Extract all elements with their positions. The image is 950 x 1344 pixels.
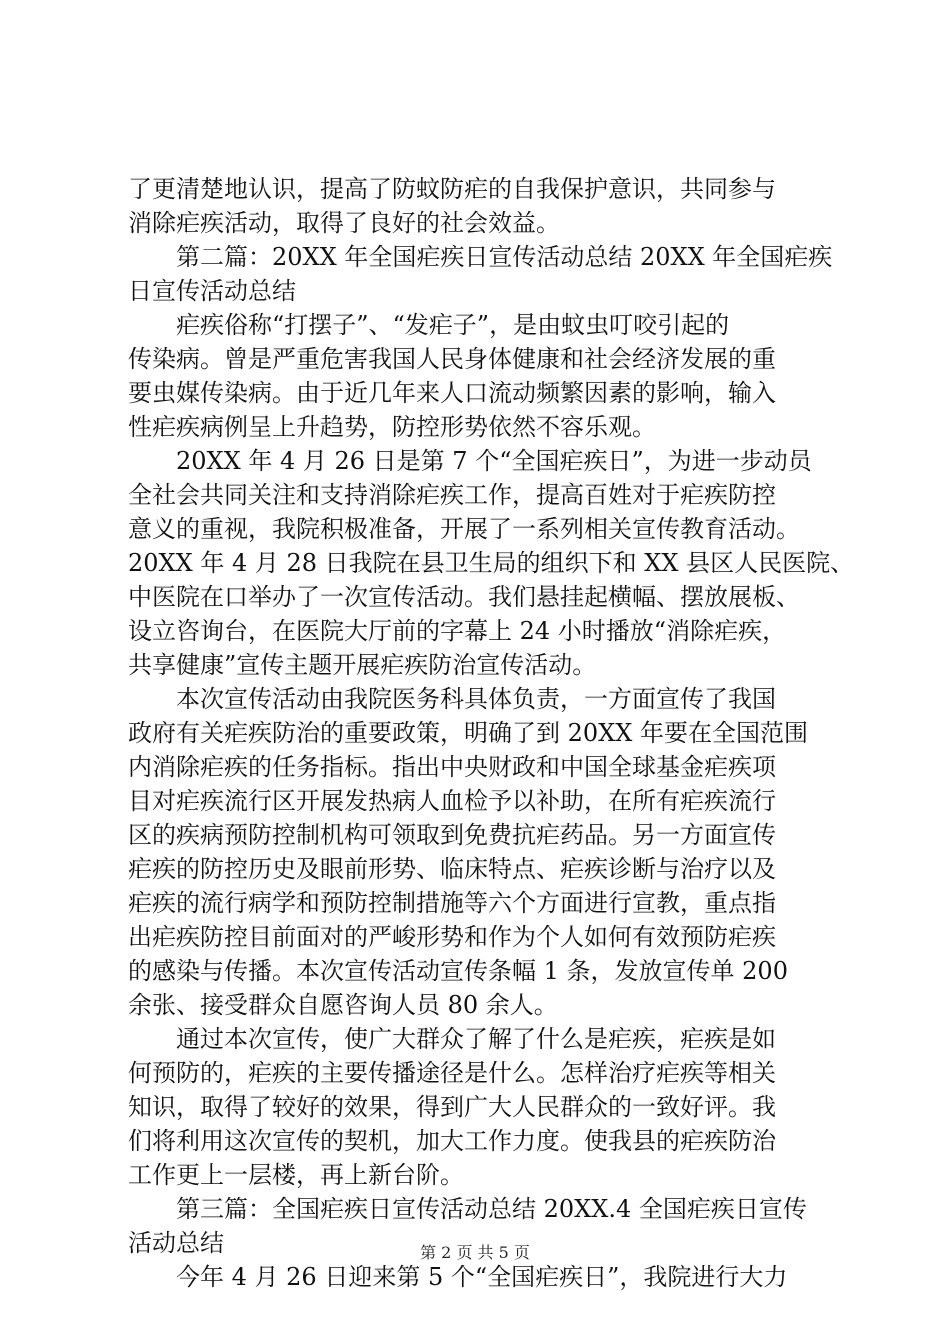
paragraph-start-line: 今年 4 月 26 日迎来第 5 个“全国疟疾日”，我院进行大力: [176, 1263, 788, 1291]
text-line: 区的疾病预防控制机构可领取到免费抗疟药品。另一方面宣传: [128, 821, 776, 849]
text-line: 意义的重视，我院积极准备，开展了一系列相关宣传教育活动。: [128, 515, 800, 543]
text-line: 消除疟疾活动，取得了良好的社会效益。: [128, 209, 560, 237]
text-line: 工作更上一层楼，再上新台阶。: [128, 1161, 464, 1189]
text-line: 内消除疟疾的任务指标。指出中央财政和中国全球基金疟疾项: [128, 753, 776, 781]
text-line: 余张、接受群众自愿咨询人员 80 余人。: [128, 991, 558, 1019]
paragraph-start-line: 本次宣传活动由我院医务科具体负责，一方面宣传了我国: [176, 685, 776, 713]
text-line: 们将利用这次宣传的契机，加大工作力度。使我县的疟疾防治: [128, 1127, 776, 1155]
text-line: 20XX 年 4 月 28 日我院在县卫生局的组织下和 XX 县区人民医院、: [128, 549, 855, 577]
page-number-footer: 第 2 页 共 5 页: [420, 1243, 530, 1262]
text-line: 知识，取得了较好的效果，得到广大人民群众的一致好评。我: [128, 1093, 776, 1121]
text-line: 中医院在口举办了一次宣传活动。我们悬挂起横幅、摆放展板、: [128, 583, 800, 611]
text-line: 全社会共同关注和支持消除疟疾工作，提高百姓对于疟疾防控: [128, 481, 776, 509]
text-line: 出疟疾防控目前面对的严峻形势和作为个人如何有效预防疟疾: [128, 923, 776, 951]
text-line: 性疟疾病例呈上升趋势，防控形势依然不容乐观。: [128, 413, 656, 441]
text-line: 疟疾的防控历史及眼前形势、临床特点、疟疾诊断与治疗以及: [128, 855, 776, 883]
section-heading-line: 活动总结: [128, 1229, 224, 1257]
text-line: 疟疾的流行病学和预防控制措施等六个方面进行宣教，重点指: [128, 889, 776, 917]
text-line: 何预防的，疟疾的主要传播途径是什么。怎样治疗疟疾等相关: [128, 1059, 776, 1087]
paragraph-start-line: 通过本次宣传，使广大群众了解了什么是疟疾，疟疾是如: [176, 1025, 776, 1053]
paragraph-start-line: 20XX 年 4 月 26 日是第 7 个“全国疟疾日”，为进一步动员: [176, 447, 812, 475]
text-line: 共享健康”宣传主题开展疟疾防治宣传活动。: [128, 651, 597, 679]
document-body: [128, 172, 855, 1294]
section-heading-line: 日宣传活动总结: [128, 277, 296, 305]
text-line: 要虫媒传染病。由于近几年来人口流动频繁因素的影响，输入: [128, 379, 776, 407]
text-line: 政府有关疟疾防治的重要政策，明确了到 20XX 年要在全国范围: [128, 719, 808, 747]
paragraph-start-line: 疟疾俗称“打摆子”、“发疟子”，是由蚊虫叮咬引起的: [176, 311, 730, 339]
section-heading-line: 第二篇：20XX 年全国疟疾日宣传活动总结 20XX 年全国疟疾: [176, 243, 833, 271]
text-line: 传染病。曾是严重危害我国人民身体健康和社会经济发展的重: [128, 345, 776, 373]
text-line: 设立咨询台，在医院大厅前的字幕上 24 小时播放“消除疟疾，: [128, 617, 787, 645]
section-heading-line: 第三篇：全国疟疾日宣传活动总结 20XX.4 全国疟疾日宣传: [176, 1195, 807, 1223]
text-line: 了更清楚地认识，提高了防蚊防疟的自我保护意识，共同参与: [128, 175, 776, 203]
text-line: 目对疟疾流行区开展发热病人血检予以补助，在所有疟疾流行: [128, 787, 776, 815]
text-line: 的感染与传播。本次宣传活动宣传条幅 1 条，发放宣传单 200: [128, 957, 788, 985]
